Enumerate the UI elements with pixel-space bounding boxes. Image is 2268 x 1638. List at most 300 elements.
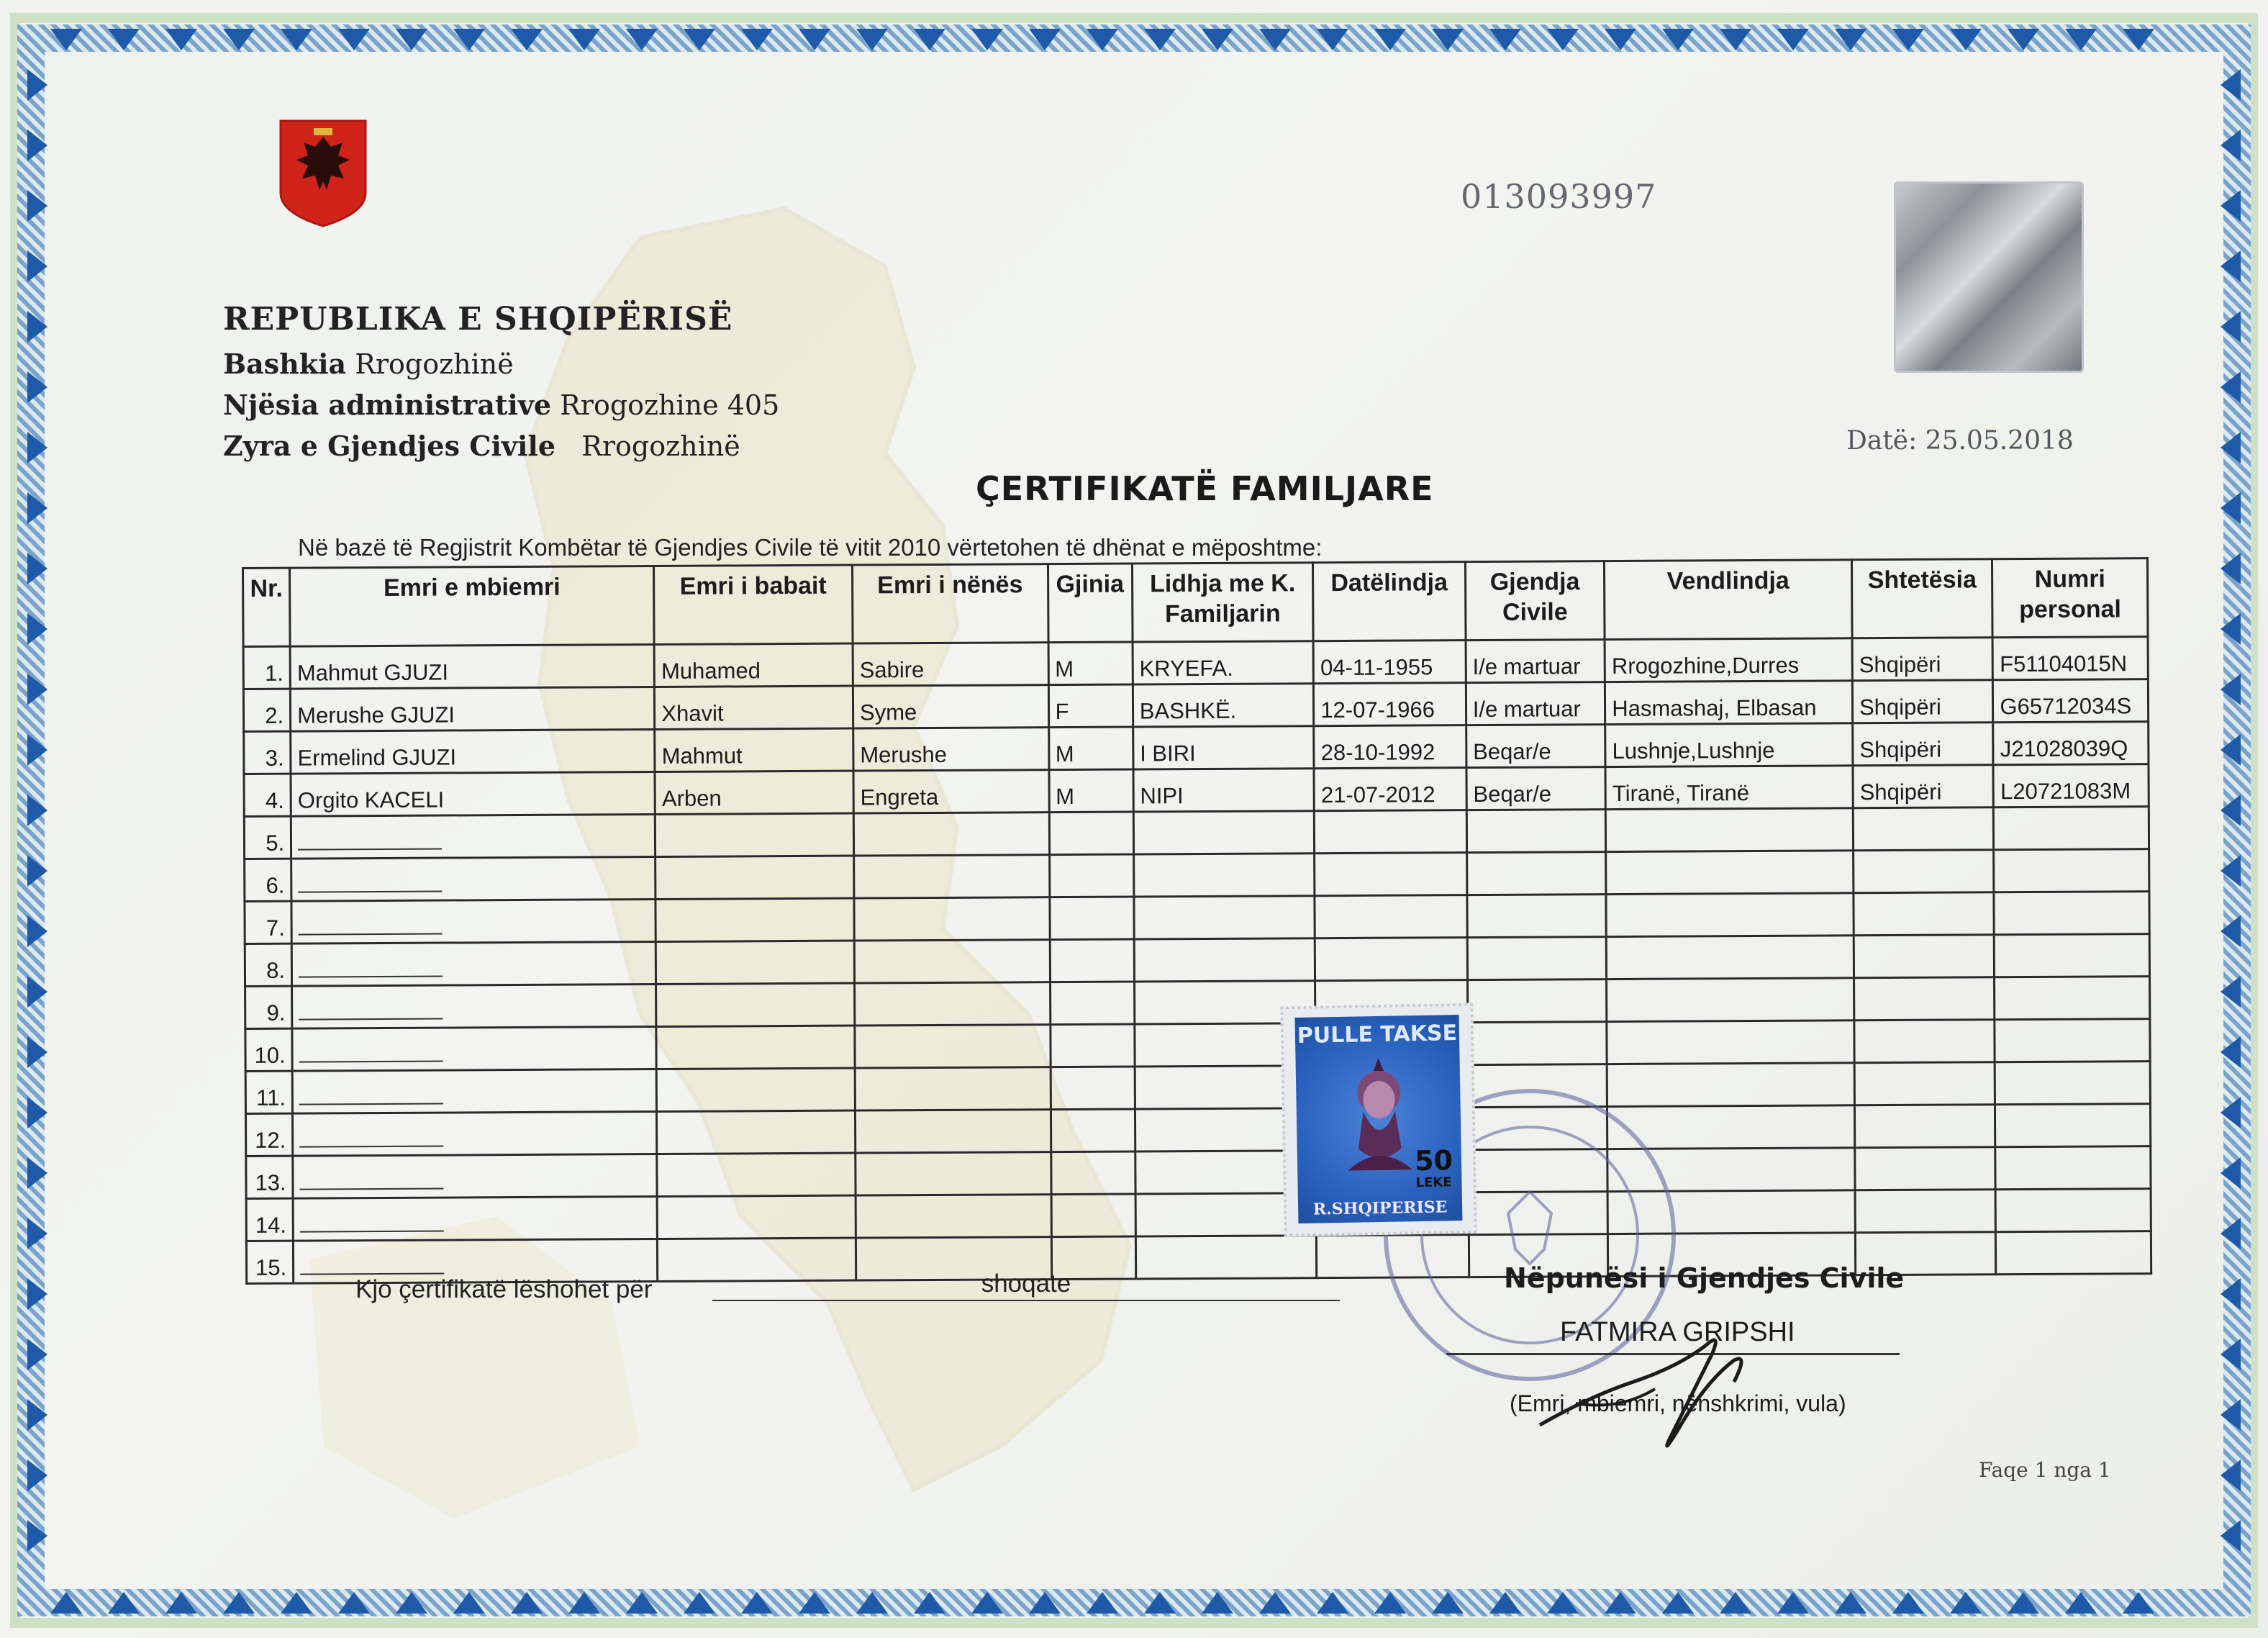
- col-civil-status: Gjendja Civile: [1465, 561, 1605, 641]
- border-triangle: [1202, 29, 1233, 50]
- row-personal-number: G65712034S: [1993, 679, 2149, 723]
- border-triangle: [1950, 1592, 1982, 1614]
- border-triangle: [2221, 311, 2241, 343]
- row-empty-cell: [1315, 853, 1467, 896]
- hologram-sticker: [1894, 181, 2084, 373]
- row-empty-cell: [1995, 1062, 2151, 1105]
- row-mother-name: Syme: [853, 685, 1048, 728]
- row-empty-cell: [1051, 1151, 1135, 1195]
- blank-line: [298, 837, 442, 851]
- blank-line: [299, 964, 443, 978]
- row-empty-cell: [1995, 977, 2150, 1020]
- border-triangle: [27, 553, 47, 584]
- border-triangle: [27, 1399, 47, 1431]
- row-blank-dashes: [293, 1154, 657, 1198]
- row-nr: 4.: [244, 774, 291, 816]
- row-empty-cell: [1049, 854, 1134, 897]
- border-triangle: [626, 1592, 658, 1614]
- border-triangle: [1892, 29, 1924, 50]
- border-triangle: [856, 1592, 888, 1614]
- row-relation: BASHKË.: [1133, 684, 1314, 727]
- row-empty-cell: [1051, 1194, 1136, 1237]
- border-triangles-right: [2221, 69, 2241, 1580]
- border-triangle: [2221, 734, 2241, 766]
- row-gender: M: [1048, 769, 1133, 813]
- row-empty-cell: [656, 856, 854, 899]
- border-triangle: [1605, 1592, 1636, 1614]
- row-citizenship: Shqipëri: [1853, 723, 1994, 766]
- row-empty-cell: [1606, 936, 1854, 979]
- admin-unit-value: Rrogozhine 405: [560, 389, 780, 421]
- border-triangle: [1087, 1592, 1118, 1614]
- border-triangle: [27, 976, 47, 1008]
- row-empty-cell: [1051, 1109, 1135, 1152]
- blank-line: [300, 1177, 444, 1190]
- row-empty-cell: [1994, 849, 2149, 892]
- officer-caption: (Emri, mbiemri, nënshkrimi, vula): [1510, 1390, 1846, 1416]
- row-empty-cell: [1315, 895, 1467, 938]
- stamp-unit: LEKE: [1415, 1175, 1452, 1191]
- border-triangle: [1202, 1592, 1233, 1614]
- row-relation: KRYEFA.: [1133, 641, 1314, 684]
- border-triangle: [27, 1157, 47, 1189]
- officer-name: FATMIRA GRIPSHI: [1560, 1317, 1795, 1347]
- row-empty-cell: [855, 1110, 1051, 1153]
- row-birth-date: 04-11-1955: [1313, 641, 1466, 684]
- blank-line: [298, 879, 442, 893]
- border-triangle: [799, 29, 830, 50]
- row-civil-status: I/e martuar: [1466, 682, 1605, 725]
- border-triangle: [396, 29, 427, 50]
- border-triangle: [741, 1592, 773, 1614]
- row-relation: NIPI: [1133, 769, 1315, 812]
- albanian-emblem-logo: [278, 118, 368, 227]
- row-empty-cell: [1853, 807, 1994, 851]
- row-citizenship: Shqipëri: [1852, 680, 1993, 723]
- border-triangle: [2221, 250, 2241, 282]
- row-nr: 11.: [245, 1071, 292, 1113]
- municipality-label: Bashkia: [223, 348, 347, 380]
- row-father-name: Xhavit: [655, 686, 853, 729]
- row-empty-cell: [854, 940, 1050, 983]
- border-triangle: [2065, 29, 2097, 50]
- border-triangle: [799, 1592, 830, 1614]
- row-empty-cell: [1854, 1062, 1995, 1105]
- border-triangle: [2221, 613, 2241, 645]
- border-triangle: [2221, 130, 2241, 161]
- issued-for-label: Kjo çertifikatë lëshohet për: [355, 1275, 653, 1303]
- border-triangle: [1547, 1592, 1579, 1614]
- row-empty-cell: [1606, 851, 1854, 895]
- row-nr: 13.: [246, 1156, 293, 1198]
- row-empty-cell: [1854, 935, 1995, 978]
- row-empty-cell: [1049, 812, 1134, 855]
- row-nr: 5.: [244, 816, 291, 859]
- issued-for-underline: [712, 1300, 1340, 1301]
- republic-heading: REPUBLIKA E SHQIPËRISË: [223, 301, 733, 338]
- office-line: [223, 430, 779, 462]
- row-empty-cell: [855, 1067, 1051, 1110]
- col-mother-name: Emri i nënës: [852, 564, 1048, 643]
- row-empty-cell: [1995, 934, 2150, 977]
- border-triangle: [2008, 29, 2039, 50]
- border-triangle: [1029, 29, 1061, 50]
- row-empty-cell: [1994, 807, 2149, 850]
- border-triangle: [1777, 1592, 1809, 1614]
- border-triangle: [1720, 29, 1751, 50]
- border-triangle: [1317, 1592, 1348, 1614]
- row-nr: 6.: [245, 859, 291, 901]
- row-empty-cell: [1050, 939, 1135, 982]
- row-civil-status: I/e martuar: [1466, 640, 1605, 683]
- row-birthplace: Hasmashaj, Elbasan: [1605, 681, 1853, 725]
- row-relation: I BIRI: [1133, 726, 1314, 769]
- row-birthplace: Rrogozhine,Durres: [1605, 638, 1852, 682]
- border-triangle: [1720, 1592, 1751, 1614]
- row-personal-number: F51104015N: [1992, 637, 2148, 680]
- border-triangle: [2221, 371, 2241, 403]
- border-triangle: [1432, 29, 1464, 50]
- border-triangle: [568, 29, 600, 50]
- border-triangle: [223, 1592, 255, 1614]
- border-triangle: [338, 29, 370, 50]
- row-empty-cell: [656, 983, 855, 1026]
- col-father-name: Emri i babait: [654, 565, 853, 644]
- border-triangle: [741, 29, 773, 50]
- border-triangles-bottom: [50, 1592, 2180, 1614]
- row-blank-dashes: [292, 984, 656, 1028]
- border-triangle: [50, 1592, 82, 1614]
- border-triangle: [2221, 915, 2241, 947]
- row-full-name: Mahmut GJUZI: [290, 644, 654, 689]
- row-empty-cell: [1133, 811, 1315, 854]
- row-empty-cell: [856, 1195, 1051, 1238]
- row-empty-cell: [1049, 897, 1134, 940]
- row-nr: 8.: [245, 944, 291, 986]
- revenue-stamp: [1280, 1003, 1477, 1237]
- row-empty-cell: [1607, 1021, 1854, 1064]
- office-label: Zyra e Gjendjes Civile: [223, 430, 556, 462]
- row-empty-cell: [657, 1153, 856, 1196]
- row-empty-cell: [656, 1026, 855, 1069]
- border-triangle: [27, 1520, 47, 1552]
- border-triangle: [2221, 1278, 2241, 1310]
- border-triangle: [453, 29, 485, 50]
- stamp-value: 50: [1414, 1144, 1453, 1177]
- border-triangle: [165, 29, 197, 50]
- row-empty-cell: [657, 1195, 856, 1239]
- border-triangle: [2221, 1097, 2241, 1128]
- row-empty-cell: [1134, 938, 1315, 982]
- office-value: Rrogozhinë: [581, 430, 740, 462]
- row-empty-cell: [1994, 892, 2149, 935]
- border-triangle: [27, 855, 47, 887]
- border-triangle: [2221, 190, 2241, 222]
- border-triangle: [2221, 674, 2241, 705]
- blank-line: [300, 1219, 444, 1233]
- row-nr: 15.: [246, 1241, 293, 1283]
- row-nr: 10.: [245, 1028, 292, 1071]
- border-triangle: [511, 29, 543, 50]
- border-triangle: [856, 29, 888, 50]
- border-triangle: [1777, 29, 1809, 50]
- row-birth-date: 21-07-2012: [1314, 768, 1466, 811]
- border-triangle: [27, 492, 47, 524]
- intro-text: Në bazë të Regjistrit Kombëtar të Gjendjes Civile të vitit 2010 vërtetohen të dhënat e mëposhtme:: [298, 534, 1323, 561]
- border-triangle: [1547, 29, 1579, 50]
- row-empty-cell: [1466, 852, 1606, 895]
- admin-unit-label: Njësia administrative: [223, 389, 552, 421]
- row-nr: 3.: [244, 731, 291, 774]
- row-empty-cell: [1995, 1189, 2151, 1232]
- border-triangle: [684, 1592, 715, 1614]
- border-triangle: [27, 1218, 47, 1249]
- row-empty-cell: [1466, 810, 1606, 853]
- border-triangle: [1317, 29, 1348, 50]
- row-empty-cell: [656, 898, 854, 941]
- row-blank-dashes: [293, 1111, 657, 1156]
- border-triangle: [971, 29, 1003, 50]
- border-triangle: [2221, 1036, 2241, 1068]
- blank-line: [299, 1049, 443, 1063]
- border-triangle: [914, 1592, 945, 1614]
- row-birthplace: Tiranë, Tiranë: [1605, 766, 1853, 810]
- row-birth-date: 28-10-1992: [1314, 725, 1466, 769]
- border-triangle: [1892, 1592, 1924, 1614]
- border-triangle: [2221, 1339, 2241, 1370]
- row-empty-cell: [853, 813, 1049, 856]
- border-triangle: [27, 674, 47, 705]
- row-empty-cell: [1051, 1067, 1135, 1110]
- border-triangle: [2221, 976, 2241, 1008]
- page-number: Faqe 1 nga 1: [1979, 1458, 2111, 1482]
- row-empty-cell: [1995, 1146, 2151, 1190]
- border-triangle: [2221, 1157, 2241, 1189]
- col-birthplace: Vendlindja: [1605, 560, 1852, 640]
- border-triangle: [223, 29, 255, 50]
- border-triangle: [27, 130, 47, 161]
- document-title: ÇERTIFIKATË FAMILJARE: [976, 469, 1434, 508]
- row-nr: 12.: [245, 1113, 292, 1156]
- border-triangle: [1605, 29, 1636, 50]
- border-triangle: [27, 915, 47, 947]
- border-triangle: [27, 190, 47, 222]
- border-triangle: [2123, 29, 2154, 50]
- row-empty-cell: [1467, 937, 1607, 980]
- border-triangle: [338, 1592, 370, 1614]
- border-triangle: [1259, 1592, 1291, 1614]
- blank-line: [300, 1262, 444, 1275]
- blank-line: [299, 1007, 443, 1021]
- row-empty-cell: [1855, 1190, 1996, 1233]
- row-gender: F: [1048, 684, 1133, 728]
- border-triangle: [2221, 1460, 2241, 1491]
- row-birth-date: 12-07-1966: [1314, 683, 1466, 726]
- row-nr: 2.: [243, 689, 290, 731]
- row-empty-cell: [1606, 808, 1854, 852]
- border-triangle: [2221, 492, 2241, 524]
- border-triangle: [2221, 1520, 2241, 1552]
- serial-number: 013093997: [1461, 177, 1657, 216]
- border-triangle: [568, 1592, 600, 1614]
- border-triangle: [2221, 553, 2241, 584]
- border-triangle: [1374, 29, 1406, 50]
- row-full-name: Merushe GJUZI: [291, 687, 655, 731]
- row-empty-cell: [1133, 854, 1315, 897]
- row-empty-cell: [1134, 896, 1315, 939]
- row-empty-cell: [1050, 982, 1135, 1025]
- border-triangle: [971, 1592, 1003, 1614]
- row-empty-cell: [656, 1068, 855, 1111]
- row-blank-dashes: [291, 814, 655, 859]
- row-civil-status: Beqar/e: [1466, 767, 1606, 810]
- row-civil-status: Beqar/e: [1466, 725, 1605, 768]
- municipality-value: Rrogozhinë: [355, 348, 514, 380]
- border-triangle: [1835, 1592, 1866, 1614]
- row-empty-cell: [1607, 978, 1854, 1022]
- border-triangle: [1662, 29, 1694, 50]
- row-personal-number: L20721083M: [1993, 764, 2149, 807]
- border-triangle: [1087, 29, 1118, 50]
- stamp-top-text: PULLE TAKSE: [1297, 1021, 1458, 1049]
- officer-title: Nëpunësi i Gjendjes Civile: [1504, 1262, 1905, 1294]
- col-citizenship: Shtetësia: [1851, 559, 1992, 638]
- row-empty-cell: [1315, 810, 1467, 854]
- row-empty-cell: [656, 941, 855, 984]
- row-empty-cell: [1467, 895, 1607, 938]
- border-triangle: [27, 1097, 47, 1128]
- col-personal-number: Numri personal: [1992, 558, 2148, 638]
- row-empty-cell: [657, 1110, 856, 1154]
- row-empty-cell: [1995, 1019, 2150, 1062]
- row-father-name: Muhamed: [654, 643, 853, 687]
- row-full-name: Orgito KACELI: [291, 772, 655, 816]
- border-triangle: [27, 734, 47, 766]
- border-triangle: [1144, 29, 1176, 50]
- border-triangle: [1662, 1592, 1694, 1614]
- border-triangle: [2008, 1592, 2039, 1614]
- blank-line: [299, 922, 443, 936]
- border-triangle: [27, 432, 47, 463]
- municipality-line: [223, 348, 779, 380]
- row-blank-dashes: [293, 1196, 657, 1241]
- row-empty-cell: [1854, 1105, 1995, 1148]
- row-empty-cell: [1854, 977, 1995, 1021]
- col-full-name: Emri e mbiemri: [290, 566, 655, 647]
- table-header-row: [243, 558, 2149, 647]
- border-triangle: [50, 29, 82, 50]
- border-triangle: [1259, 29, 1291, 50]
- border-triangle: [281, 29, 312, 50]
- border-triangles-left: [27, 69, 47, 1580]
- border-triangle: [1950, 29, 1982, 50]
- border-triangle: [1489, 29, 1521, 50]
- handwritten-signature: [1533, 1303, 1792, 1461]
- row-blank-dashes: [292, 1069, 656, 1113]
- border-triangle: [27, 1278, 47, 1310]
- row-citizenship: Shqipëri: [1853, 765, 1994, 808]
- border-triangle: [914, 29, 945, 50]
- border-triangle: [165, 1592, 197, 1614]
- border-triangle: [1489, 1592, 1521, 1614]
- row-empty-cell: [1050, 1024, 1135, 1067]
- border-triangle: [108, 1592, 140, 1614]
- stamp-bottom-text: R.SHQIPERISE: [1312, 1198, 1448, 1219]
- row-mother-name: Merushe: [853, 728, 1049, 771]
- border-triangle: [1029, 1592, 1061, 1614]
- row-empty-cell: [1468, 1022, 1607, 1065]
- border-triangle: [108, 29, 140, 50]
- border-triangle: [684, 29, 715, 50]
- admin-unit-line: [223, 389, 779, 421]
- stamp-face: [1295, 1015, 1463, 1223]
- border-triangle: [27, 69, 47, 101]
- border-triangle: [27, 1460, 47, 1491]
- row-father-name: Arben: [655, 771, 853, 814]
- row-empty-cell: [1996, 1231, 2151, 1275]
- border-triangle: [27, 311, 47, 343]
- border-triangle: [1144, 1592, 1176, 1614]
- row-blank-dashes: [291, 941, 656, 986]
- row-full-name: Ermelind GJUZI: [291, 729, 655, 774]
- border-triangle: [27, 613, 47, 645]
- row-gender: M: [1048, 642, 1133, 685]
- row-empty-cell: [1854, 850, 1995, 893]
- row-empty-cell: [1854, 1020, 1995, 1063]
- row-father-name: Mahmut: [655, 728, 853, 772]
- row-empty-cell: [854, 897, 1050, 941]
- border-triangle: [626, 29, 658, 50]
- border-triangle: [281, 1592, 312, 1614]
- border-triangle: [27, 795, 47, 826]
- border-triangle: [2065, 1592, 2097, 1614]
- border-triangle: [27, 250, 47, 282]
- row-empty-cell: [1854, 892, 1995, 936]
- border-triangle: [27, 1036, 47, 1068]
- blank-line: [299, 1092, 443, 1105]
- border-triangle: [453, 1592, 485, 1614]
- col-gender: Gjinia: [1048, 564, 1133, 643]
- row-empty-cell: [854, 982, 1050, 1026]
- row-empty-cell: [1995, 1104, 2151, 1147]
- row-empty-cell: [855, 1025, 1051, 1068]
- border-triangle: [1432, 1592, 1464, 1614]
- border-triangle: [396, 1592, 427, 1614]
- row-empty-cell: [854, 855, 1050, 898]
- border-triangle: [1835, 29, 1866, 50]
- row-empty-cell: [1315, 938, 1468, 981]
- row-nr: 7.: [245, 901, 291, 944]
- row-gender: M: [1048, 727, 1133, 770]
- issued-for-value: shoqate: [981, 1270, 1071, 1298]
- col-birth-date: Datëlindja: [1313, 562, 1466, 641]
- row-blank-dashes: [291, 899, 656, 944]
- row-empty-cell: [1855, 1147, 1996, 1190]
- border-triangle: [2221, 432, 2241, 463]
- row-empty-cell: [856, 1152, 1051, 1195]
- row-mother-name: Sabire: [853, 643, 1048, 686]
- row-nr: 9.: [245, 986, 292, 1028]
- row-blank-dashes: [291, 856, 656, 901]
- border-triangle: [2123, 1592, 2154, 1614]
- blank-line: [299, 1134, 443, 1148]
- border-triangle: [511, 1592, 543, 1614]
- border-triangle: [2221, 795, 2241, 826]
- skanderbeg-portrait-image: [1338, 1054, 1420, 1171]
- row-mother-name: Engreta: [853, 770, 1049, 813]
- border-triangle: [2221, 855, 2241, 887]
- border-triangle: [2221, 1399, 2241, 1431]
